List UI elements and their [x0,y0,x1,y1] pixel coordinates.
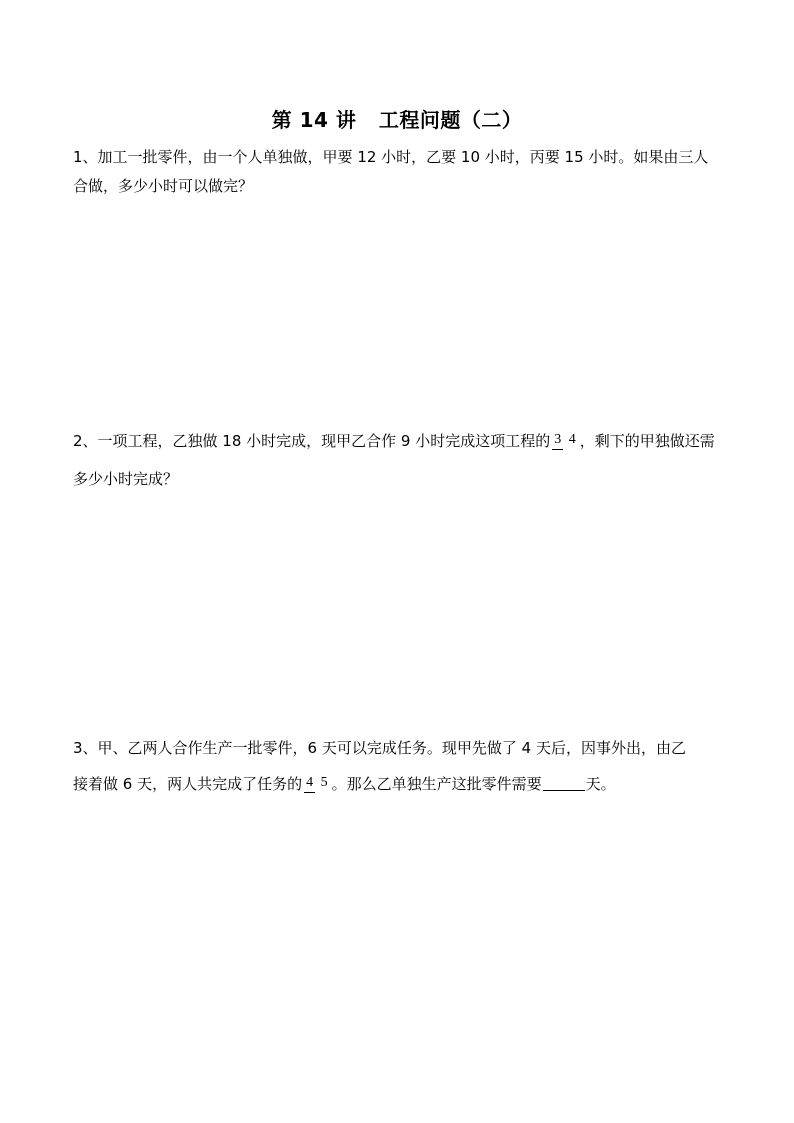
problem-2-text-after-fraction: ，剩下的甲独做还需 [579,431,715,450]
problem-3 [73,735,723,805]
problem-2-text-before-fraction: 2、一项工程，乙独做 18 小时完成，现甲乙合作 9 小时完成这项工程的 [73,431,551,450]
problem-2-line-1 [73,418,723,462]
problem-1 [73,144,723,197]
fraction-numerator: 3 [552,432,563,450]
problem-2-fraction [552,433,578,447]
problem-1-text-2: 合做，多少小时可以做完？ [73,176,254,195]
problem-3-text-middle: 。那么乙单独生产这批零件需要 [331,774,542,793]
page-title: 第 14 讲 工程问题（二） [271,108,523,132]
problem-1-line-1 [73,144,723,168]
problem-3-text-1: 3、甲、乙两人合作生产一批零件，6 天可以完成任务。现甲先做了 4 天后，因事外出，由乙 [73,738,686,757]
fraction-numerator: 4 [304,775,315,793]
problem-3-text-before-fraction: 接着做 6 天，两人共完成了任务的 [73,774,303,793]
problem-2 [73,418,723,490]
problem-3-text-after-blank: 天。 [585,774,616,793]
problem-3-line-2 [73,761,723,805]
answer-blank[interactable] [543,776,585,791]
fraction-denominator: 5 [320,775,328,790]
problem-3-line-1 [73,735,723,759]
fraction-denominator: 4 [568,432,576,447]
problem-1-line-2 [73,173,723,197]
problem-3-fraction [304,776,330,790]
problem-2-line-2 [73,466,723,490]
problem-2-text-2: 多少小时完成？ [73,469,179,488]
problem-1-text-1: 1、加工一批零件，由一个人单独做，甲要 12 小时，乙要 10 小时，丙要 15 小时。如果由三人 [73,147,709,166]
